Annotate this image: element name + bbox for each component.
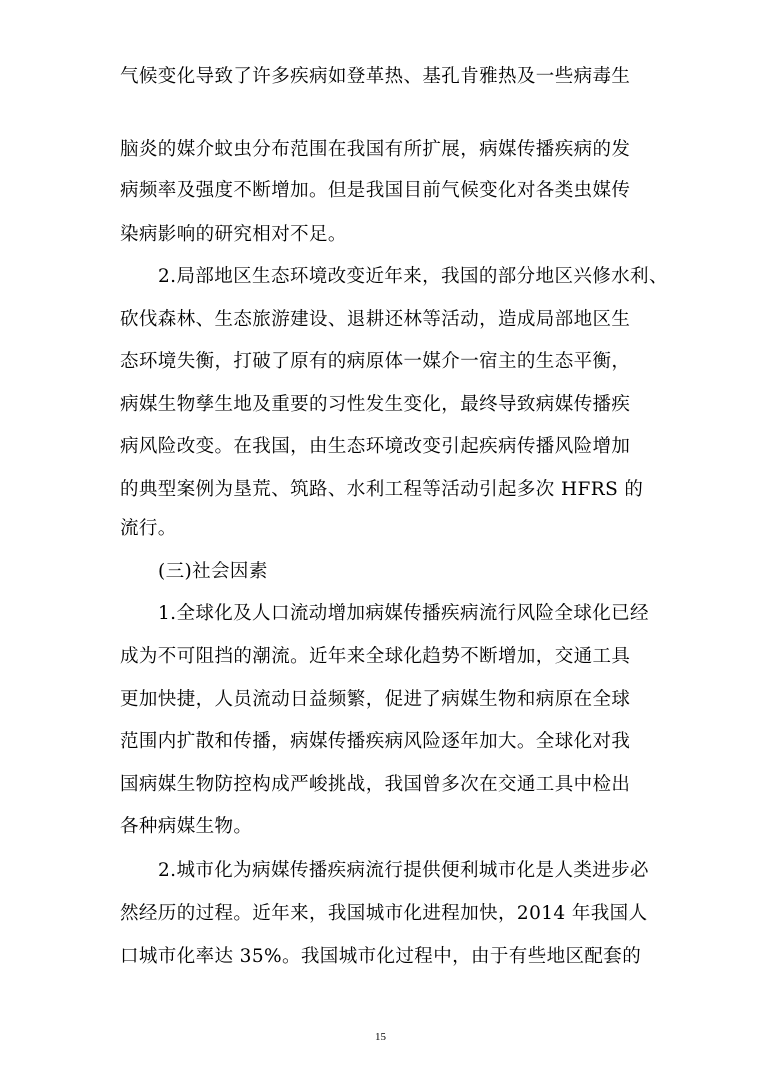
text-line: 气候变化导致了许多疾病如登革热、基孔肯雅热及一些病毒生 — [120, 66, 631, 87]
text-line: 病风险改变。在我国，由生态环境改变引起疾病传播风险增加 — [120, 436, 631, 457]
text-line: 范围内扩散和传播，病媒传播疾病风险逐年加大。全球化对我 — [120, 731, 631, 752]
text-line: 国病媒生物防控构成严峻挑战，我国曾多次在交通工具中检出 — [120, 774, 631, 795]
text-line: 砍伐森林、生态旅游建设、退耕还林等活动，造成局部地区生 — [120, 309, 631, 330]
paragraph-first-line: 2.局部地区生态环境改变近年来，我国的部分地区兴修水利、 — [158, 266, 668, 287]
text-line: 脑炎的媒介蚊虫分布范围在我国有所扩展，病媒传播疾病的发 — [120, 139, 631, 160]
text-line: 病媒生物孳生地及重要的习性发生变化，最终导致病媒传播疾 — [120, 394, 631, 415]
section-heading: (三)社会因素 — [158, 561, 268, 582]
text-line: 态环境失衡，打破了原有的病原体一媒介一宿主的生态平衡， — [120, 351, 631, 372]
text-line: 染病影响的研究相对不足。 — [120, 224, 347, 245]
paragraph-first-line: 1.全球化及人口流动增加病媒传播疾病流行风险全球化已经 — [158, 603, 649, 624]
text-line: 口城市化率达 35%。我国城市化过程中，由于有些地区配套的 — [120, 946, 642, 967]
text-line: 成为不可阻挡的潮流。近年来全球化趋势不断增加，交通工具 — [120, 646, 631, 667]
text-line: 病频率及强度不断增加。但是我国目前气候变化对各类虫媒传 — [120, 180, 631, 201]
text-line: 更加快捷，人员流动日益频繁，促进了病媒生物和病原在全球 — [120, 689, 631, 710]
text-line: 然经历的过程。近年来，我国城市化进程加快，2014 年我国人 — [120, 903, 648, 924]
paragraph-first-line: 2.城市化为病媒传播疾病流行提供便利城市化是人类进步必 — [158, 860, 649, 881]
page-number: 15 — [375, 1031, 386, 1043]
text-line: 各种病媒生物。 — [120, 816, 253, 837]
text-line: 流行。 — [120, 518, 177, 539]
text-line: 的典型案例为垦荒、筑路、水利工程等活动引起多次 HFRS 的 — [120, 479, 644, 500]
